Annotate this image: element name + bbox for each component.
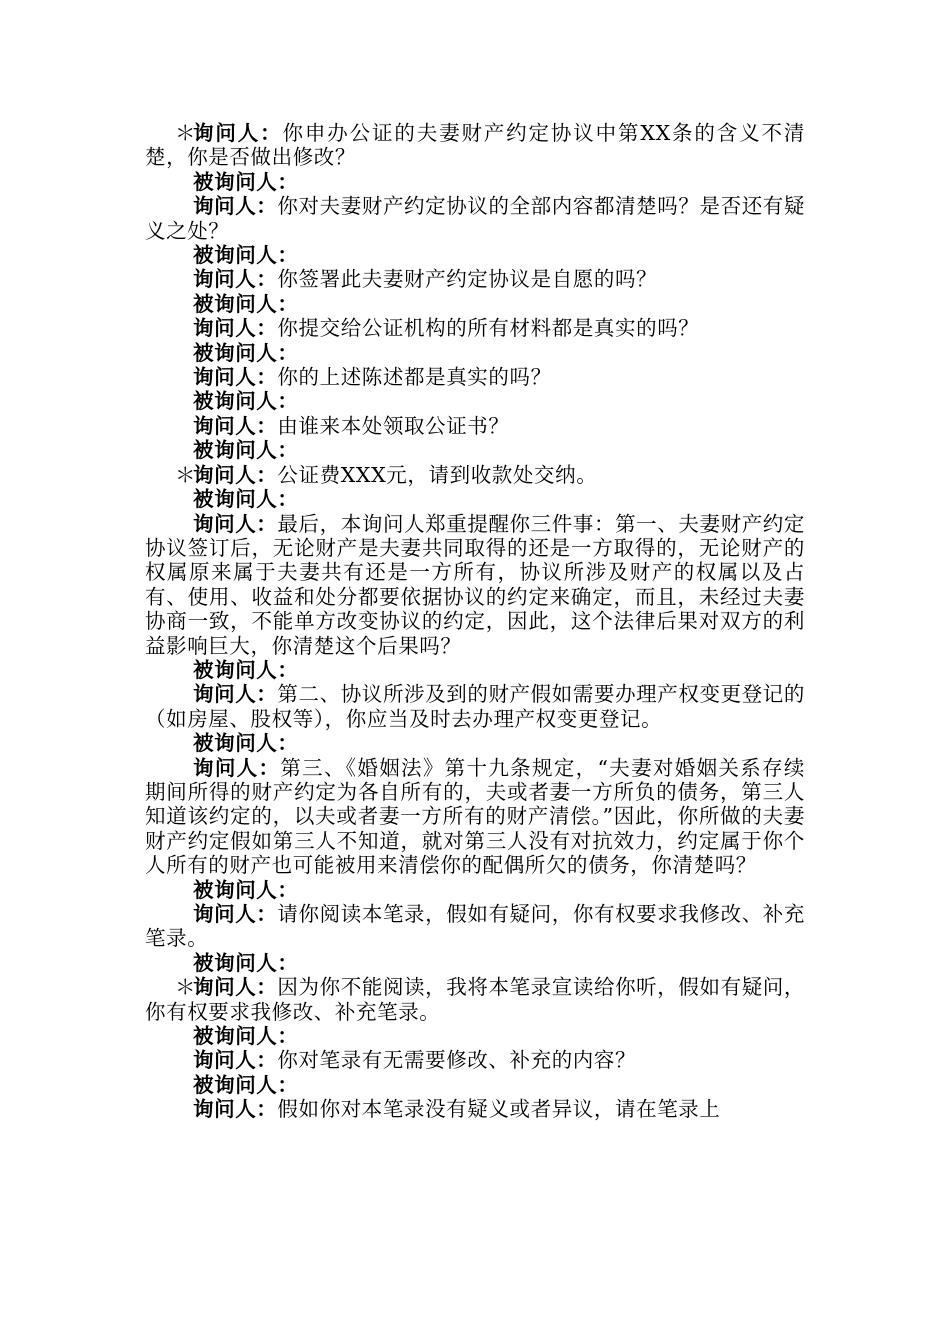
transcript-entry [145, 121, 805, 170]
transcript-entry [145, 438, 805, 462]
interviewee-label: 被询问人： [193, 487, 299, 512]
interviewer-label: 询问人： [193, 194, 278, 219]
entry-text: 你对笔录有无需要修改、补充的内容？ [277, 1048, 637, 1073]
interviewer-label: 询问人： [193, 267, 278, 292]
transcript-entry [145, 1097, 805, 1121]
interviewer-label: 询问人： [193, 316, 278, 341]
transcript-entry [145, 658, 805, 682]
interviewee-label: 被询问人： [193, 169, 299, 194]
transcript-entry [145, 194, 805, 243]
entry-text: 你申办公证的夫妻财产约定协议中第XX条的含义不清楚，你是否做出修改？ [145, 121, 805, 170]
entry-text: 最后，本询问人郑重提醒你三件事：第一、夫妻财产约定协议签订后，无论财产是夫妻共同取得的还是一方取得的，无论财产的权属原来属于夫妻共有还是一方所有，协议所涉及财产的权属以及占有、使用、收益和处分都要依据协议的约定来确定，而且，未经过夫妻协商一致，不能单方改变协议的约定，因此，这个法律后果对双方的利益影响巨大，你清楚这个后果吗？ [145, 511, 806, 658]
interviewer-label: 询问人： [193, 121, 283, 145]
entry-text: 请你阅读本笔录，假如有疑问，你有权要求我修改、补充笔录。 [145, 902, 806, 951]
asterisk-marker: ＊ [175, 975, 197, 1000]
transcript-entry [145, 902, 805, 951]
transcript-entry [145, 975, 805, 1024]
transcript-entry [145, 878, 805, 902]
transcript-entry [145, 170, 805, 194]
transcript-entry [145, 316, 805, 340]
interviewee-label: 被询问人： [193, 243, 299, 268]
transcript-entry [145, 267, 805, 291]
interviewee-label: 被询问人： [193, 877, 299, 902]
transcript-entry [145, 365, 805, 389]
transcript-entry [145, 682, 805, 731]
transcript-entry [145, 951, 805, 975]
entry-text: 假如你对本笔录没有疑义或者异议，请在笔录上 [277, 1097, 721, 1122]
interviewer-label: 询问人： [193, 682, 278, 707]
entry-text: 第三、《婚姻法》第十九条规定，“夫妻对婚姻关系存续期间所得的财产约定为各自所有的，夫或者妻一方所负的债务，第三人知道该约定的，以夫或者妻一方所有的财产清偿。”因此，你所做的夫妻财产约定假如第三人不知道，就对第三人没有对抗效力，约定属于你个人所有的财产也可能被用来清偿你的配偶所欠的债务，你清楚吗？ [145, 755, 805, 878]
transcript-entry [145, 1024, 805, 1048]
interviewee-label: 被询问人： [193, 950, 299, 975]
transcript-entry [145, 487, 805, 511]
entry-text: 你对夫妻财产约定协议的全部内容都清楚吗？是否还有疑义之处？ [145, 194, 806, 243]
transcript-entry [145, 341, 805, 365]
entry-text: 第二、协议所涉及到的财产假如需要办理产权变更登记的（如房屋、股权等），你应当及时去办理产权变更登记。 [145, 682, 806, 731]
transcript-entry [145, 756, 805, 878]
asterisk-marker: ＊ [175, 462, 197, 487]
interviewee-label: 被询问人： [193, 731, 299, 756]
interviewer-label: 询问人： [193, 511, 278, 536]
transcript-entry [145, 1048, 805, 1072]
interviewer-label: 询问人： [193, 975, 278, 1000]
interviewer-label: 询问人： [193, 365, 278, 390]
interviewee-label: 被询问人： [193, 291, 299, 316]
interviewer-label: 询问人： [193, 413, 278, 438]
interviewee-label: 被询问人： [193, 389, 299, 414]
transcript-entry [145, 414, 805, 438]
interviewer-label: 询问人： [193, 1097, 278, 1122]
interviewee-label: 被询问人： [193, 1024, 299, 1049]
entry-text: 因为你不能阅读，我将本笔录宣读给你听，假如有疑问，你有权要求我修改、补充笔录。 [145, 975, 806, 1024]
transcript-entry [145, 1073, 805, 1097]
entry-text: 公证费XXX元，请到收款处交纳。 [277, 462, 598, 487]
entry-text: 由谁来本处领取公证书？ [277, 413, 510, 438]
interviewee-label: 被询问人： [193, 340, 299, 365]
transcript-entry [145, 292, 805, 316]
interviewee-label: 被询问人： [193, 438, 299, 463]
interviewer-label: 询问人： [193, 902, 278, 926]
interviewee-label: 被询问人： [193, 657, 299, 682]
entry-text: 你的上述陈述都是真实的吗？ [277, 365, 552, 390]
document-page [145, 121, 805, 1122]
transcript-entry [145, 463, 805, 487]
asterisk-marker: ＊ [175, 121, 197, 145]
interviewer-label: 询问人： [193, 1048, 278, 1073]
interviewer-label: 询问人： [193, 462, 278, 487]
interviewee-label: 被询问人： [193, 1072, 299, 1097]
entry-text: 你签署此夫妻财产约定协议是自愿的吗？ [277, 267, 658, 292]
entry-text: 你提交给公证机构的所有材料都是真实的吗？ [277, 316, 700, 341]
transcript-entry [145, 389, 805, 413]
transcript-entry [145, 512, 805, 658]
transcript-entry [145, 243, 805, 267]
interviewer-label: 询问人： [193, 755, 281, 780]
transcript-entry [145, 731, 805, 755]
transcript-body [145, 121, 805, 1122]
